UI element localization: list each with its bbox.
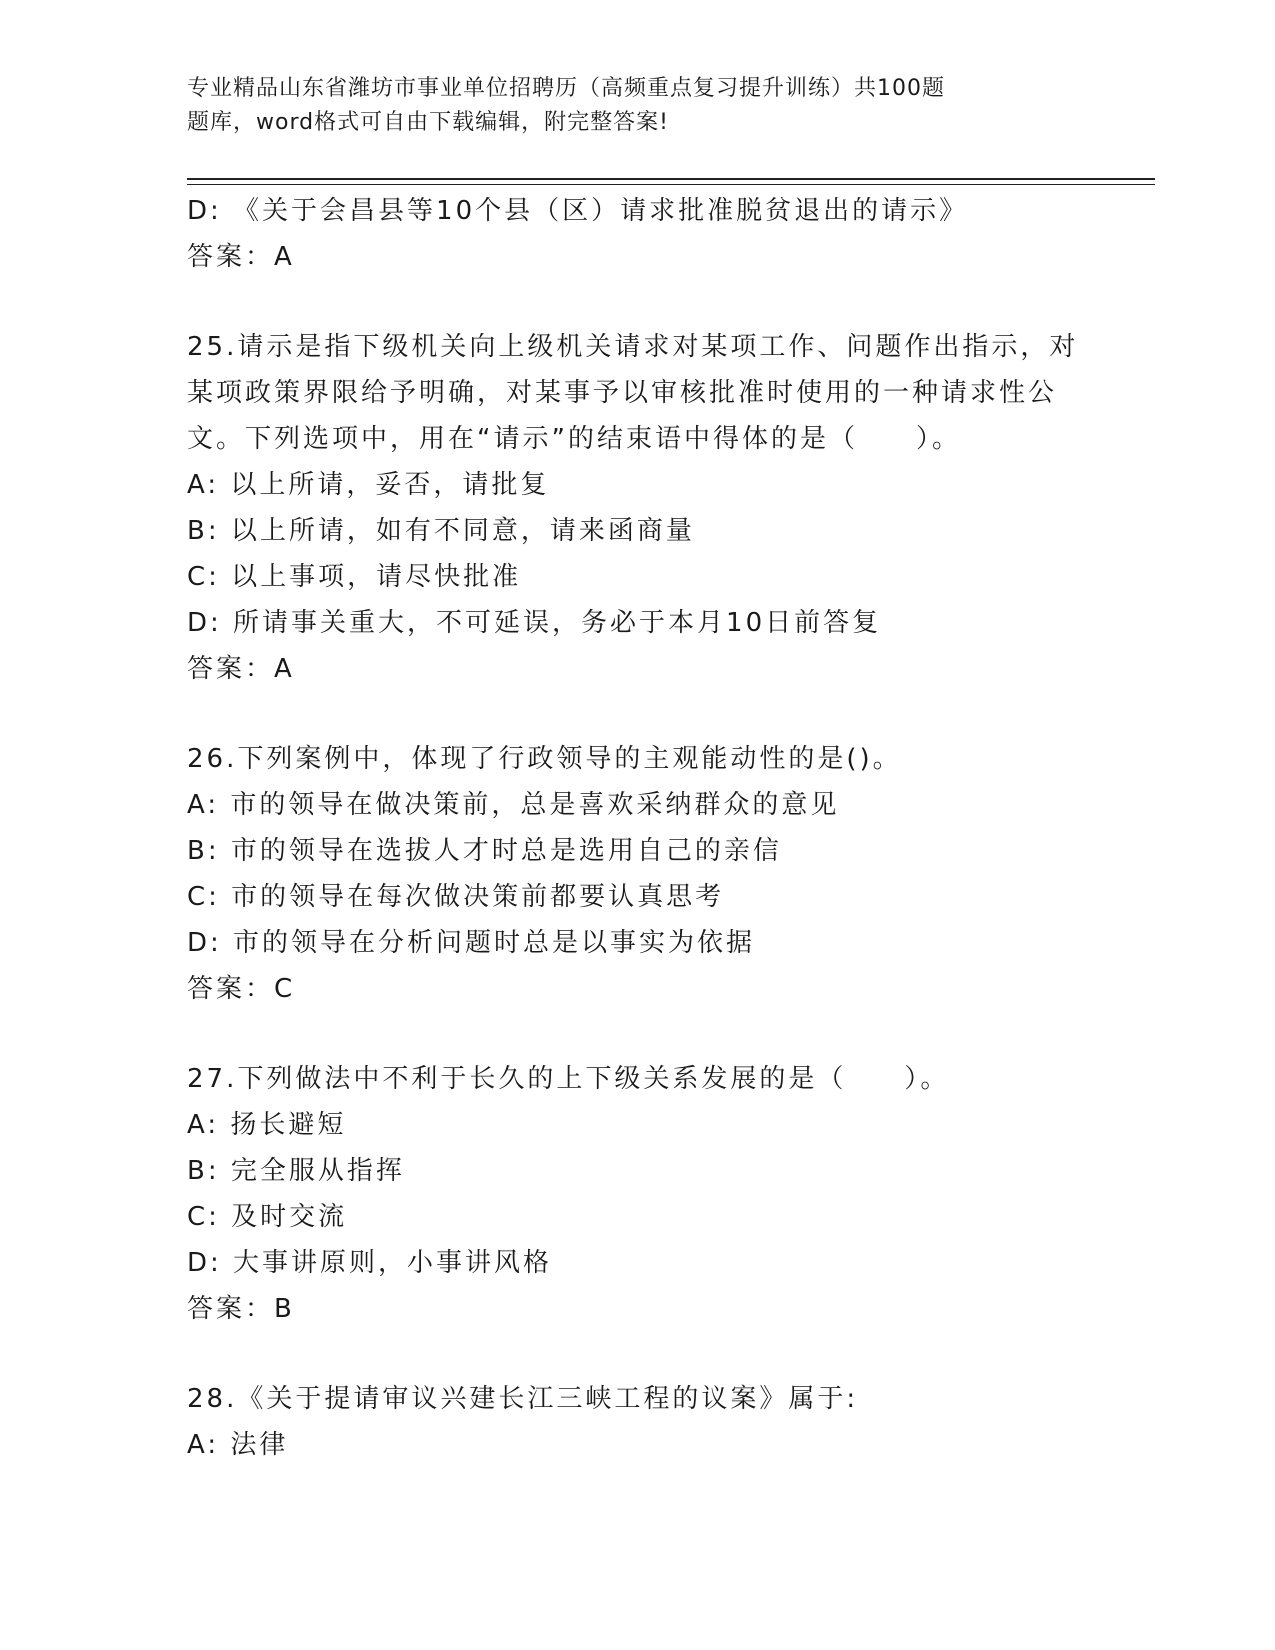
question-stem-line: 文。下列选项中，用在“请示”的结束语中得体的是（ ）。 (187, 424, 961, 454)
question-stem-line: 26.下列案例中，体现了行政领导的主观能动性的是()。 (187, 744, 902, 774)
option-a: A: 扬长避短 (187, 1110, 347, 1140)
spacer (187, 280, 1127, 324)
option-a: A: 以上所请，妥否，请批复 (187, 470, 550, 500)
question-stem-line: 25.请示是指下级机关向上级机关请求对某项工作、问题作出指示，对 (187, 332, 1079, 362)
option-d: D: 市的领导在分析问题时总是以事实为依据 (187, 928, 756, 958)
spacer (187, 1332, 1127, 1376)
option-d: D: 《关于会昌县等10个县（区）请求批准脱贫退出的请示》 (187, 196, 969, 226)
question-27 (187, 1056, 1127, 1332)
header-divider-thick (187, 178, 1155, 180)
header-divider-thin (187, 184, 1155, 185)
option-d: D: 所请事关重大，不可延误，务必于本月10日前答复 (187, 608, 882, 638)
answer-line: 答案：A (187, 654, 295, 684)
option-b: B: 完全服从指挥 (187, 1156, 405, 1186)
question-28 (187, 1376, 1127, 1468)
question-stem-line: 28.《关于提请审议兴建长江三峡工程的议案》属于: (187, 1384, 859, 1414)
option-c: C: 以上事项，请尽快批准 (187, 562, 522, 592)
answer-line: 答案：A (187, 242, 295, 272)
question-content (187, 188, 1127, 1468)
option-c: C: 市的领导在每次做决策前都要认真思考 (187, 882, 725, 912)
question-25 (187, 324, 1127, 692)
option-c: C: 及时交流 (187, 1202, 348, 1232)
header-title-line-2: 题库，word格式可自由下载编辑，附完整答案! (187, 110, 669, 135)
answer-line: 答案：B (187, 1294, 295, 1324)
spacer (187, 1012, 1127, 1056)
option-a: A: 市的领导在做决策前，总是喜欢采纳群众的意见 (187, 790, 840, 820)
option-a: A: 法律 (187, 1430, 289, 1460)
answer-line: 答案：C (187, 974, 296, 1004)
document-header (187, 72, 1027, 140)
question-stem-line: 27.下列做法中不利于长久的上下级关系发展的是（ ）。 (187, 1064, 950, 1094)
question-26 (187, 736, 1127, 1012)
option-b: B: 以上所请，如有不同意，请来函商量 (187, 516, 695, 546)
spacer (187, 692, 1127, 736)
question-stem-line: 某项政策界限给予明确，对某事予以审核批准时使用的一种请求性公 (187, 378, 1058, 408)
previous-question-tail (187, 188, 1127, 280)
option-d: D: 大事讲原则，小事讲风格 (187, 1248, 553, 1278)
header-title-line-1: 专业精品山东省潍坊市事业单位招聘历（高频重点复习提升训练）共100题 (187, 76, 945, 101)
option-b: B: 市的领导在选拔人才时总是选用自己的亲信 (187, 836, 782, 866)
